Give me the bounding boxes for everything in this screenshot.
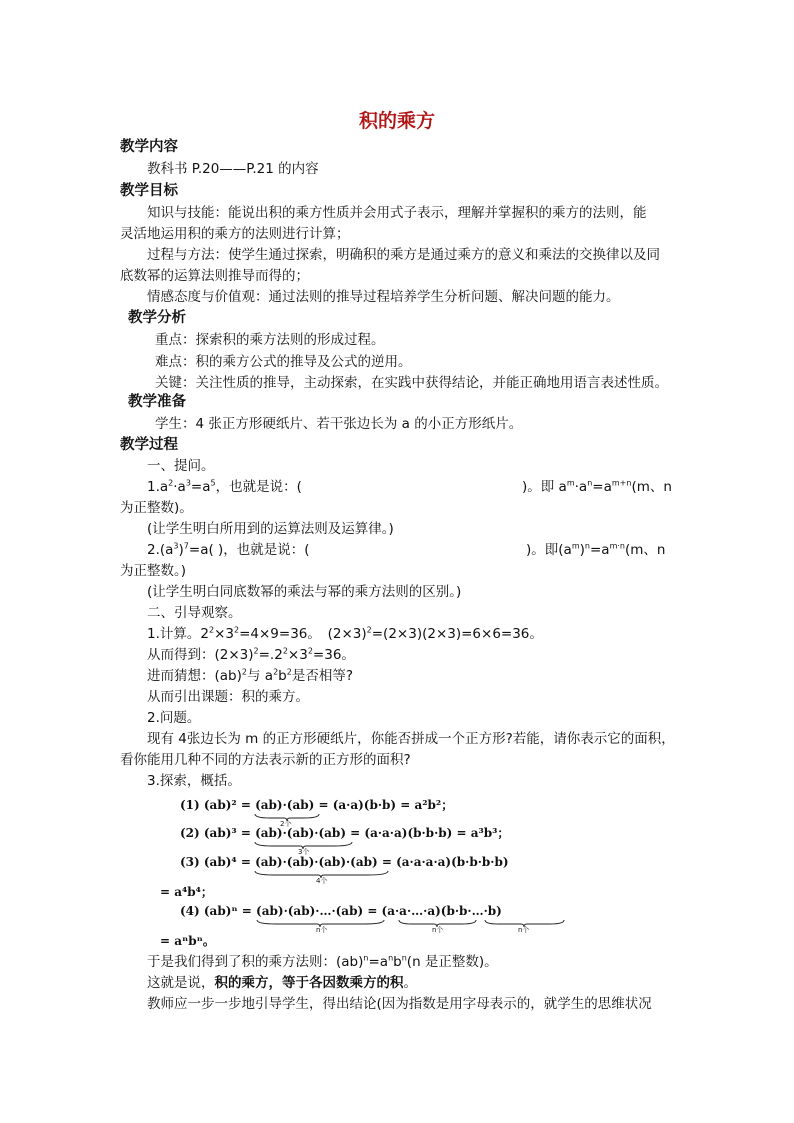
- analysis-crux: 关键：关注性质的推导，主动探索，在实践中获得结论，并能正确地用语言表述性质。: [155, 375, 668, 391]
- summary-bold: 积的乘方，等于各因数乘方的积: [214, 975, 404, 991]
- goal-process-line2: 底数幂的运算法则推导而得的；: [120, 268, 309, 284]
- explore-title: 3.探索，概括。: [147, 773, 241, 789]
- count-label-1: 2个: [280, 820, 292, 828]
- equation-2: (2) (ab)³ = (ab)·(ab)·(ab) = (a·a·a)(b·b·b) = a³b³；: [180, 826, 510, 840]
- part2-title: 二、引导观察。: [147, 605, 242, 621]
- derive-line: 从而得到：$(2\times 3)^2=.2^2\times 3^2=36$。: [147, 646, 355, 663]
- guess-line: 进而猜想：(ab)$^2$与 $a^2b^2$是否相等?: [147, 667, 353, 684]
- question1-line2: 为正整数)。: [120, 500, 193, 516]
- page-title: 积的乘方: [358, 110, 435, 132]
- heading-teaching-process: 教学过程: [120, 437, 178, 453]
- count-label-4b: n个: [432, 926, 444, 934]
- note-2: (让学生明白同底数幂的乘法与幂的乘方法则的区别。): [147, 584, 462, 600]
- count-label-3: 4个: [316, 877, 328, 885]
- problem-title: 2.问题。: [147, 710, 201, 726]
- goal-process-line1: 过程与方法：使学生通过探索，明确积的乘方是通过乘方的意义和乘法的交换律以及同: [147, 247, 660, 263]
- heading-teaching-prep: 教学准备: [128, 394, 186, 410]
- content-text: 教科书 P.20——P.21 的内容: [147, 161, 319, 177]
- count-label-2: 3个: [298, 848, 310, 856]
- equation-4: (4) (ab)ⁿ = (ab)·(ab)·…·(ab) = (a·a·…·a)(b·b·…·b): [180, 904, 502, 918]
- heading-teaching-content: 教学内容: [120, 139, 178, 155]
- rule-line: 于是我们得到了积的乘方法则：$(ab)^n=a^nb^n(n$ 是正整数)。: [147, 953, 498, 970]
- question2-left: $2.(a^3)^7=a$( )，也就是说：(: [147, 541, 310, 558]
- goal-knowledge-line1: 知识与技能：能说出积的乘方性质并会用式子表示，理解并掌握积的乘方的法则，能: [147, 205, 647, 221]
- question1-right: )。即 $a^m\cdot a^n=a^{m+n}(m$、n: [522, 478, 672, 495]
- question2-right: )。即$(a^m)^n=a^{m\cdot n}(m$、n: [526, 541, 666, 558]
- teacher-note: 教师应一步一步地引导学生，得出结论(因为指数是用字母表示的，就学生的思维状况: [147, 996, 652, 1012]
- note-1: (让学生明白所用到的运算法则及运算律。): [147, 521, 394, 537]
- count-label-4a: n个: [316, 926, 328, 934]
- calc-line: 1.计算。$2^2\times 3^2=4\times 9=36$。 $(2\times 3)^2=(2\times 3)(2\times 3)=6\times 6=36$。: [147, 625, 543, 642]
- goal-attitude: 情感态度与价值观：通过法则的推导过程培养学生分析问题、解决问题的能力。: [147, 289, 620, 305]
- goal-knowledge-line2: 灵活地运用积的乘方的法则进行计算；: [120, 226, 350, 242]
- heading-teaching-goals: 教学目标: [120, 183, 178, 199]
- question1-left: $1.a^2\cdot a^3=a^5$，也就是说：(: [147, 478, 302, 495]
- equation-3: (3) (ab)⁴ = (ab)·(ab)·(ab)·(ab) = (a·a·a·a)(b·b·b·b): [180, 855, 509, 869]
- equation-3-result: = a⁴b⁴；: [160, 885, 213, 899]
- problem-line1: 现有 4张边长为 m 的正方形硬纸片，你能否拼成一个正方形?若能，请你表示它的面积，: [147, 731, 675, 747]
- count-label-4c: n个: [518, 926, 530, 934]
- question2-line2: 为正整数。): [120, 563, 187, 579]
- topic-line: 从而引出课题：积的乘方。: [147, 689, 309, 705]
- problem-line2: 看你能用几种不同的方法表示新的正方形的面积?: [120, 752, 411, 768]
- prep-text: 学生：4 张正方形硬纸片、若干张边长为 a 的小正方形纸片。: [155, 416, 523, 432]
- equation-4-result: = aⁿbⁿ。: [160, 934, 215, 948]
- part1-title: 一、提问。: [147, 458, 215, 474]
- analysis-difficulty: 难点：积的乘方公式的推导及公式的逆用。: [155, 354, 412, 370]
- analysis-key-point: 重点：探索积的乘方法则的形成过程。: [155, 332, 385, 348]
- summary-line: 这就是说，积的乘方，等于各因数乘方的积。: [147, 975, 417, 991]
- heading-teaching-analysis: 教学分析: [128, 310, 186, 326]
- equation-1: (1) (ab)² = (ab)·(ab) = (a·a)(b·b) = a²b²；: [180, 798, 454, 812]
